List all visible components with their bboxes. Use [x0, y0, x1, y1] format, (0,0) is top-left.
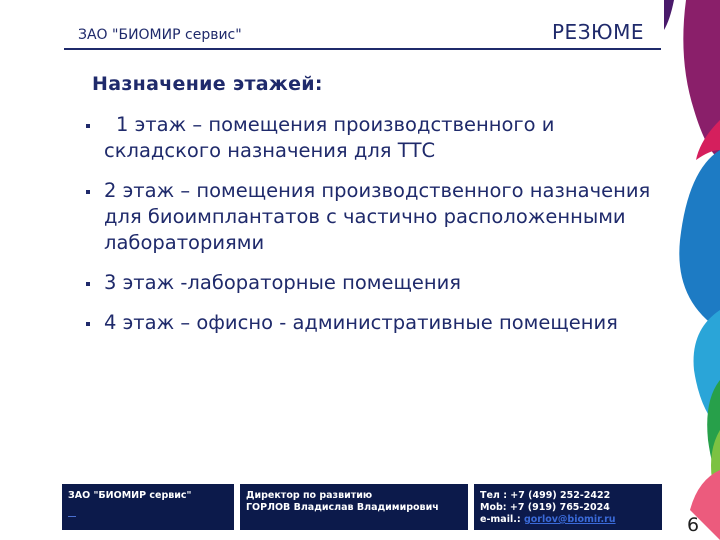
header-divider	[64, 48, 661, 50]
list-item-text: 4 этаж – офисно - административные помещения	[104, 311, 618, 334]
footer-company-name: ЗАО "БИОМИР сервис"	[68, 490, 192, 501]
footer-email-link[interactable]: gorlov@biomir.ru	[523, 514, 616, 525]
slide-title: Назначение этажей:	[92, 73, 323, 95]
footer-tel: Тел : +7 (499) 252-2422	[480, 490, 611, 501]
decorative-color-stripe	[660, 0, 720, 540]
list-item-text: 3 этаж -лабораторные помещения	[104, 271, 462, 294]
list-item	[86, 112, 666, 164]
footer-contact-bar	[62, 484, 662, 530]
footer-contacts-cell	[474, 484, 662, 530]
bullet-icon	[86, 282, 90, 286]
header-company-name: ЗАО "БИОМИР сервис"	[78, 27, 242, 43]
header-section-title: РЕЗЮМЕ	[552, 20, 645, 44]
bullet-icon	[86, 322, 90, 326]
footer-director-cell	[240, 484, 468, 530]
bullet-icon	[86, 190, 90, 194]
footer-company-cell	[62, 484, 234, 530]
list-item-text: 2 этаж – помещения производственного назначения для биоимплантатов с частично расположенными лабораториями	[104, 179, 651, 254]
footer-link-underline	[68, 516, 76, 517]
list-item	[86, 270, 666, 296]
footer-mob: Mob: +7 (919) 765-2024	[480, 502, 610, 513]
page-number: 6	[687, 514, 700, 536]
footer-director-name: ГОРЛОВ Владислав Владимирович	[246, 502, 439, 513]
bullet-icon	[86, 124, 90, 128]
list-item-text: 1 этаж – помещения производственного и складского назначения для ТТС	[104, 113, 555, 162]
footer-email-label: e-mail.:	[480, 514, 521, 525]
list-item	[86, 310, 666, 336]
list-item	[86, 178, 666, 256]
footer-email-row	[480, 514, 656, 526]
footer-director-title: Директор по развитию	[246, 490, 373, 501]
floor-purpose-list	[86, 112, 666, 336]
